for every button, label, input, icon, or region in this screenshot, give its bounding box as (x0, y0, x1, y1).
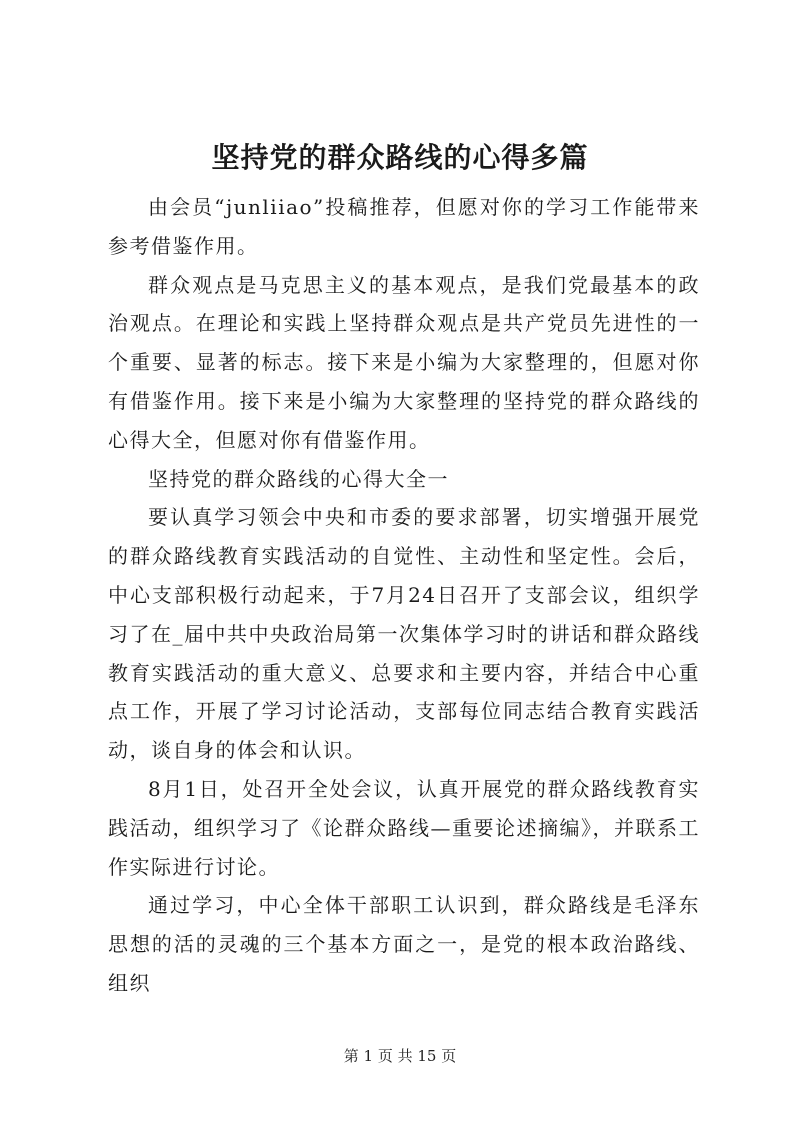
paragraph-understanding: 通过学习，中心全体干部职工认识到，群众路线是毛泽东思想的活的灵魂的三个基本方面之一，是党的根本政治路线、组织 (108, 893, 700, 995)
paragraph-meeting: 8月1日，处召开全处会议，认真开展党的群众路线教育实践活动，组织学习了《论群众路线—重要论述摘编》，并联系工作实际进行讨论。 (108, 776, 700, 879)
document-title: 坚持党的群众路线的心得多篇 (211, 141, 589, 174)
section-heading: 坚持党的群众路线的心得大全一 (148, 466, 449, 491)
page-number-footer: 第 1 页 共 15 页 (343, 1047, 457, 1065)
paragraph-study: 要认真学习领会中央和市委的要求部署，切实增强开展党的群众路线教育实践活动的自觉性、主动性和坚定性。会后，中心支部积极行动起来，于7月24日召开了支部会议，组织学习了在_届中共中央政治局第一次集体学习时的讲话和群众路线教育实践活动的重大意义、总要求和主要内容，并结合中心重点工作，开展了学习讨论活动，支部每位同志结合教育实践活动，谈自身的体会和认识。 (108, 505, 700, 763)
document-body (108, 188, 700, 1003)
paragraph-intro: 由会员“junliiao”投稿推荐，但愿对你的学习工作能带来参考借鉴作用。 (108, 195, 700, 258)
paragraph-summary: 群众观点是马克思主义的基本观点，是我们党最基本的政治观点。在理论和实践上坚持群众观点是共产党员先进性的一个重要、显著的标志。接下来是小编为大家整理的，但愿对你有借鉴作用。接下来是小编为大家整理的坚持党的群众路线的心得大全，但愿对你有借鉴作用。 (108, 272, 700, 452)
